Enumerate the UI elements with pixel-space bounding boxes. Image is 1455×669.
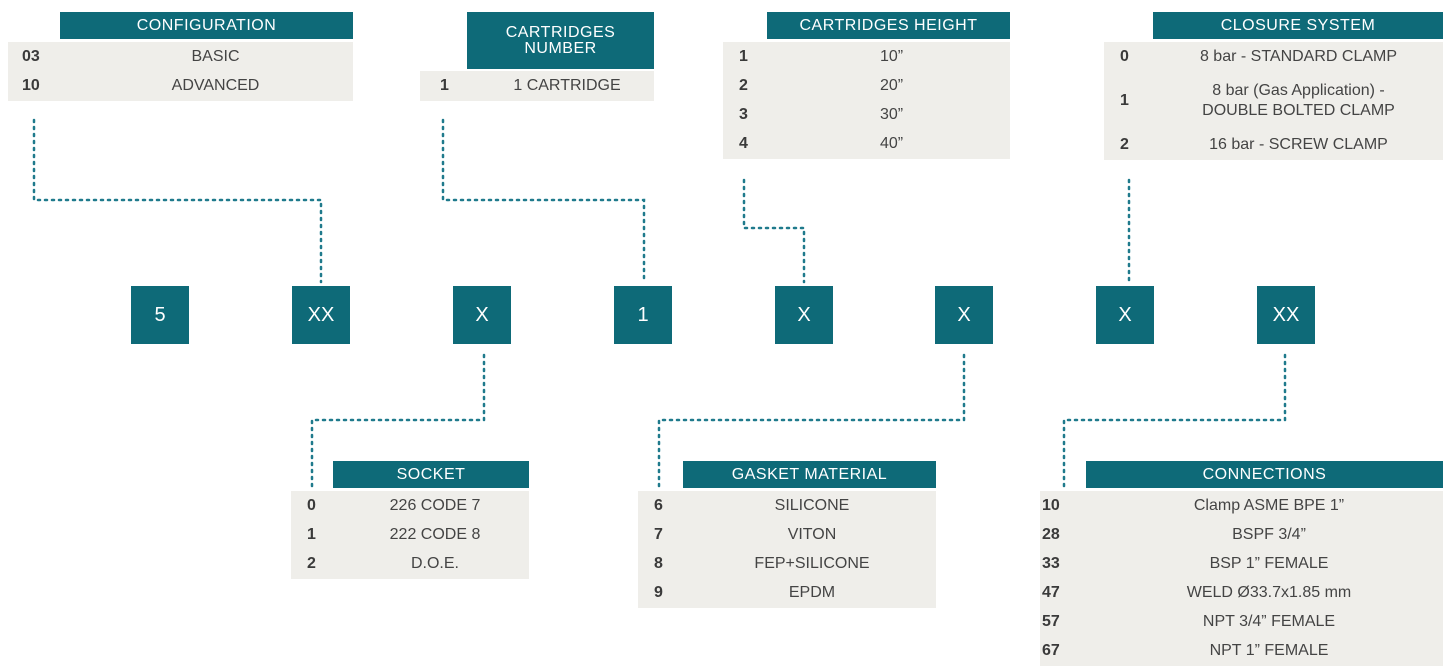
table-row — [1040, 520, 1443, 549]
row-label: BSPF 3/4” — [1232, 525, 1306, 543]
row-label: 222 CODE 8 — [389, 525, 481, 543]
table-row — [8, 71, 353, 101]
row-code: 47 — [1042, 583, 1060, 601]
table-row — [291, 549, 529, 579]
closure-system-title: CLOSURE SYSTEM — [1220, 16, 1376, 34]
table-row — [723, 42, 1010, 71]
cartridges-height-title: CARTRIDGES HEIGHT — [799, 16, 978, 34]
row-code: 33 — [1042, 554, 1060, 572]
socket-title: SOCKET — [396, 465, 466, 483]
row-label: BASIC — [191, 47, 240, 65]
row-label: Clamp ASME BPE 1” — [1193, 496, 1345, 514]
row-label-line2: DOUBLE BOLTED CLAMP — [1202, 101, 1395, 119]
row-code: 10 — [1042, 496, 1060, 514]
table-row — [291, 491, 529, 520]
row-code: 8 — [654, 554, 663, 572]
row-code: 2 — [1120, 136, 1129, 153]
socket-header — [333, 461, 529, 488]
code-box-8: XX — [1257, 286, 1315, 344]
row-code: 7 — [654, 525, 663, 543]
cartridges-number-header — [467, 12, 654, 69]
code-box-7: X — [1096, 286, 1154, 344]
row-code: 1 — [1120, 91, 1129, 109]
closure-system-rows — [1104, 42, 1443, 160]
code-box-2: XX — [292, 286, 350, 344]
row-code: 3 — [739, 105, 748, 123]
cartridges-number-rows — [420, 71, 654, 101]
row-label: 40” — [879, 135, 904, 152]
row-code: 2 — [307, 555, 316, 572]
table-row — [1040, 578, 1443, 607]
row-label: BSP 1” FEMALE — [1209, 554, 1329, 572]
code-box-6: X — [935, 286, 993, 344]
connections-title: CONNECTIONS — [1202, 465, 1327, 483]
closure-system-header — [1153, 12, 1443, 39]
connections-rows — [1040, 491, 1443, 666]
table-row — [638, 549, 936, 578]
row-label: NPT 3/4” FEMALE — [1202, 612, 1336, 630]
cartridges-number-title-line1: CARTRIDGES — [505, 23, 616, 41]
row-code: 10 — [22, 77, 40, 94]
row-label: WELD Ø33.7x1.85 mm — [1186, 583, 1352, 601]
table-row — [1040, 636, 1443, 666]
row-code: 1 — [739, 47, 748, 65]
socket-rows — [291, 491, 529, 579]
row-code: 67 — [1042, 642, 1060, 659]
table-row — [723, 100, 1010, 129]
row-code: 2 — [739, 76, 748, 94]
row-label: NPT 1” FEMALE — [1209, 642, 1329, 659]
row-code: 03 — [22, 47, 40, 65]
row-label: ADVANCED — [171, 77, 260, 94]
gasket-material-title: GASKET MATERIAL — [731, 465, 888, 483]
row-label: D.O.E. — [410, 555, 459, 572]
row-code: 57 — [1042, 612, 1060, 630]
row-code: 0 — [307, 496, 316, 514]
row-code: 1 — [440, 77, 449, 94]
connector-cartridges-number — [443, 120, 644, 282]
code-box-3: X — [453, 286, 511, 344]
gasket-material-rows — [638, 491, 936, 608]
table-row — [638, 520, 936, 549]
connector-configuration — [34, 120, 321, 282]
table-row — [8, 42, 353, 71]
table-row — [291, 520, 529, 549]
row-label — [1154, 71, 1443, 130]
table-row — [1104, 42, 1443, 71]
cartridges-height-rows — [723, 42, 1010, 159]
table-row — [420, 71, 654, 101]
row-label-line1: 8 bar (Gas Application) - — [1212, 81, 1385, 99]
table-row — [638, 578, 936, 608]
code-box-5: X — [775, 286, 833, 344]
table-row — [1040, 549, 1443, 578]
row-code: 9 — [654, 584, 663, 601]
cartridges-height-header — [767, 12, 1010, 39]
cartridges-number-title-line2: NUMBER — [524, 39, 597, 57]
row-code: 28 — [1042, 525, 1060, 543]
row-label: 1 CARTRIDGE — [513, 77, 621, 94]
row-label: EPDM — [788, 584, 836, 601]
row-code: 4 — [739, 135, 748, 152]
row-label: SILICONE — [774, 496, 850, 514]
row-label: VITON — [787, 525, 837, 543]
row-label: 8 bar - STANDARD CLAMP — [1199, 47, 1398, 65]
code-box-1: 5 — [131, 286, 189, 344]
configuration-title: CONFIGURATION — [136, 16, 277, 34]
table-row — [723, 129, 1010, 159]
table-row — [638, 491, 936, 520]
row-label: 16 bar - SCREW CLAMP — [1209, 136, 1388, 153]
configuration-rows — [8, 42, 353, 101]
row-label: 20” — [879, 76, 904, 94]
row-code: 1 — [307, 525, 316, 543]
connections-header — [1086, 461, 1443, 488]
row-label: 10” — [879, 47, 904, 65]
connector-cartridges-height — [744, 180, 804, 282]
table-row — [723, 71, 1010, 100]
row-code: 6 — [654, 496, 663, 514]
table-row — [1040, 491, 1443, 520]
table-row — [1104, 130, 1443, 160]
table-row — [1104, 71, 1443, 130]
configuration-header — [60, 12, 353, 39]
code-box-4: 1 — [614, 286, 672, 344]
row-label: 226 CODE 7 — [389, 496, 481, 514]
row-label: 30” — [879, 105, 904, 123]
gasket-material-header — [683, 461, 936, 488]
row-code: 0 — [1120, 47, 1129, 65]
row-label: FEP+SILICONE — [754, 554, 870, 572]
table-row — [1040, 607, 1443, 636]
